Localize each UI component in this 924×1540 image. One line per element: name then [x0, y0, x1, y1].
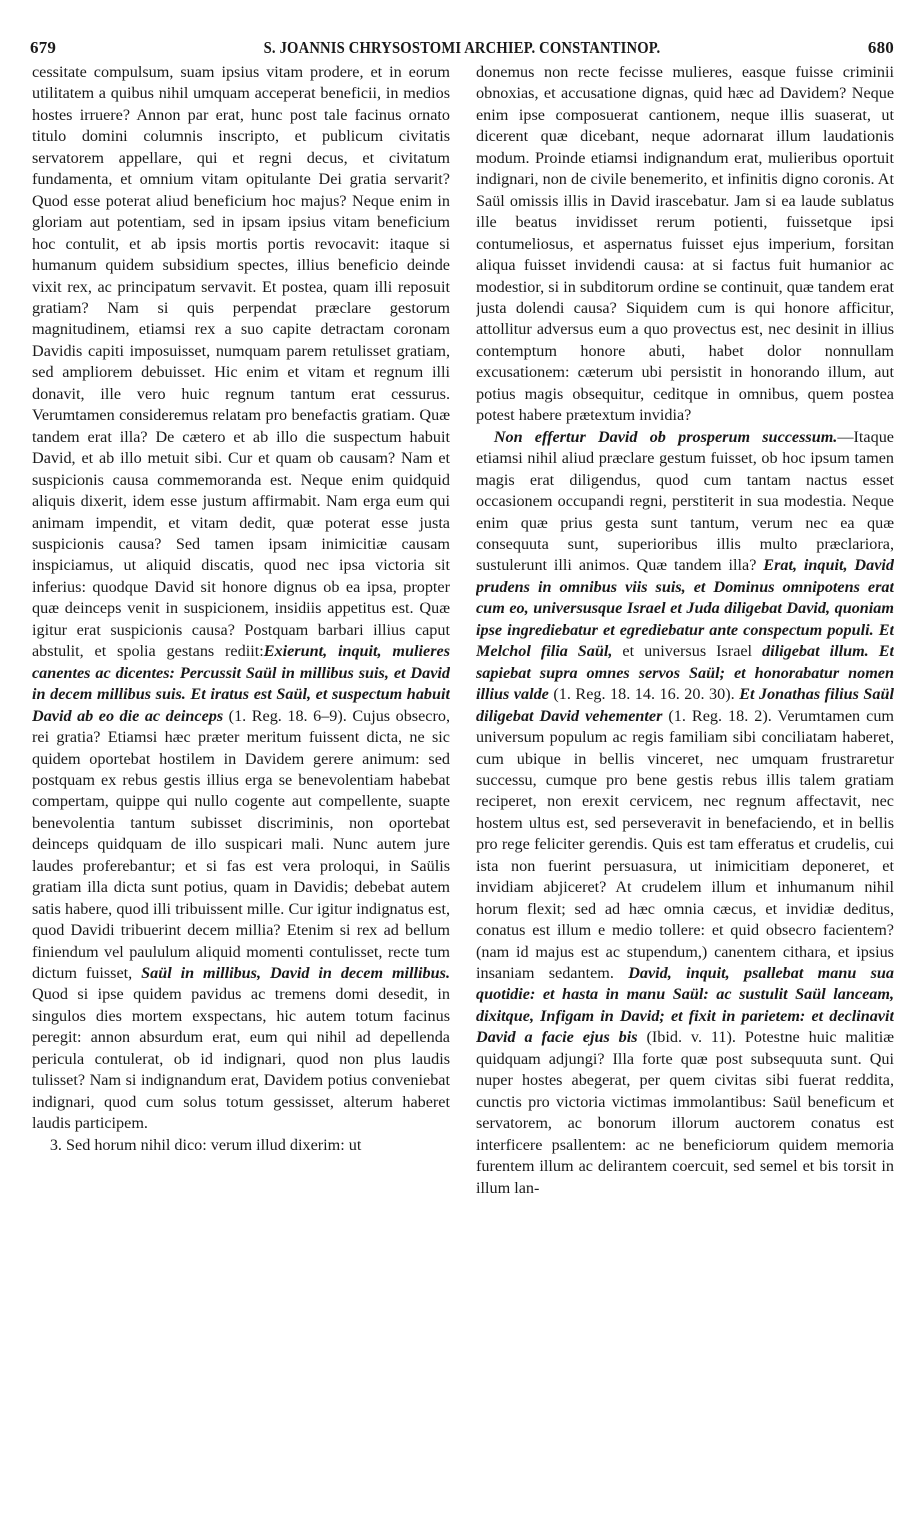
right-column — [476, 62, 894, 1522]
text-run: cessitate compulsum, suam ipsius vitam prodere, et in eorum utilitatem a quibus nihil umquam acceperat beneficii, in medios hostes irruere? Annon par erat, hunc post tale facinus ornato titulo domini columnis inscripto, et publicum civitatis servatorem appellare, qui et regni decus, et civitatum fundamenta, et omnium vitam opitulante Dei gratia servarit? Quod esse poterat aliud beneficium hoc majus? Neque enim in gloriam aut potentiam, sed in ipsam ipsius vitam beneficium hoc contulit, et ab ipsis mortis portis revocavit: itaque si humanum quidem subsidium spectes, illius beneficio deinde vixit rex, ac principatum servavit. Et postea, quam illi reposuit gratiam? Nam si quis perpendat præclare gestorum magnitudinem, etiamsi rex a suo capite detractam coronam Davidis capiti imposuisset, numquam parem retulisset gratiam, sed ampliorem debuisset. Hic enim et vitam et regnum illi donavit, ille vero huic regnum tantum erat cessurus. Verumtamen consideremus relatam pro benefactis gratiam. Quæ tandem erat illa? De cætero et ab illo die suspectum habuit David, et ab illo metuit sibi. Cur et quam ob causam? Nam et suspicionis causa commemoranda est. Neque enim quidquid aliquis dixerit, idem esse justum affirmabit. Nam erga eum qui animam impendit, et vitam dedit, quæ poterat esse justa suspicionis causa? Sed tamen ipsam inimicitiæ causam inspiciamus, ut aliquid discatis, quod nec ipsa victoria sit inferius: quodque David sit honore dignus ob ea ipsa, propter quæ deinceps venit in suspicionem, insidiis appetitus est. Quæ igitur erat suspicionis causa? Postquam barbari illius caput abstulit, et spolia gestans rediit: — [32, 63, 450, 661]
scripture-quote: David, inquit, psallebat manu sua quotidie: et hasta in manu Saül: ac sustulit Saül lanceam, dixitque, Infigam in David; et fixit in parietem: et declinavit David a facie ejus bis — [476, 964, 894, 1047]
running-title: S. JOANNIS CHRYSOSTOMI ARCHIEP. CONSTANTINOP. — [263, 38, 661, 57]
paragraph: donemus non recte fecisse mulieres, easque fuisse criminii obnoxias, et accusatione dignas, quid hæc ad Davidem? Neque enim ipse composuerat cantionem, neque illis suaserat, ut dicerent quæ dicebant, neque adornarat illum laudationis modum. Proinde etiamsi indignandum erat, mulieribus oportuit indignari, non de civile benemerito, et infinitis digno coronis. At Saül omissis illis in David irascebatur. Jam si ea laude sublatus ille beatus invidisset rerum potienti, fuissetque ipsi contumeliosus, et aspernatus fuisset ejus imperium, forsitan aliqua fuisset invidendi causa: at si factus fuit humanior ac modestior, si in subditorum ordine se continuit, quæ tandem erat justa dolendi causa? Siquidem cum is qui honore afficitur, attollitur adversus eum a quo provectus est, nec desinit in illius contemptum honore abuti, habet dolor nonnullam excusationem: cæterum ubi persistit in honorando illum, aut potius magis obsequitur, ceditque in omnibus, quem postea potest habere prætextum invidia? — [476, 63, 894, 425]
page-number-right: 680 — [867, 38, 894, 57]
page-number-left: 679 — [30, 38, 57, 57]
paragraph: 3. Sed horum nihil dico: verum illud dixerim: ut — [49, 1135, 362, 1154]
text-run: (1. Reg. 18. 2). Verumtamen cum universum populum ac regis familiam sibi conciliatam haberet, cum ubique in bellis vinceret, nec umquam frustraretur successu, cumque pro bene gestis rebus illis talem gratiam reciperet, non erexit cervicem, nec regnum affectavit, nec hostem ultus est, sed perseveravit in benefaciendo, et in bellis pro rege feliciter gerendis. Quis est tam efferatus et crudelis, cui ista non fuerint persuasura, ut inimicitiam deponeret, et invidiam abjiceret? At crudelem illum et inhumanum nihil horum flexit; sed ad hæc omnia cæcus, et invidiæ deditus, conatus est illum e medio tollere: et quid obsecro facientem? (nam id majus est ac stupendum,) canentem cithara, et ipsius insaniam sedantem. — [476, 706, 894, 983]
text-run: (Ibid. v. 11). Potestne huic malitiæ quidquam adjungi? Illa forte quæ post subsequuta sunt. Qui nuper hostes abegerat, per quem civitas sibi fuerat reddita, cunctis pro victoria victimas immolantibus: Saül beneficum et servatorem, ac bonorum illorum auctorem conatus est interficere psallentem: ac ne beneficiorum quidem memoria furentem illum ac delirantem coercuit, sed semel et bis torsit in illum lan- — [476, 1028, 894, 1197]
scripture-quote: Erat, inquit, David prudens in omnibus viis suis, et Dominus omnipotens erat cum eo, universusque Israel et Juda diligebat David, quoniam ipse ingrediebatur et egrediebatur ante conspectum populi. Et Melchol filia Saül, — [476, 556, 894, 661]
left-column — [32, 62, 450, 1522]
section-heading: Non effertur David ob prosperum successum. — [493, 427, 838, 446]
paragraph — [476, 427, 894, 1199]
text-run: —Itaque etiamsi nihil aliud præclare gestum fuisset, ob hoc ipsum tamen magis erat diligendus, quod cum tantam nactus esset occasionem occupandi regni, perstiterit in sua modestia. Neque enim quæ prius gesta sunt tantum, verum nec ea quæ consequuta sunt, superioribus illis multo præclariora, sustulerunt illi animos. Quæ tandem illa? — [476, 427, 894, 575]
text-run: Quod si ipse quidem pavidus ac tremens domi desedit, in singulos dies mortem exspectans, hic autem totum facinus peregit: annon absurdum erat, eum qui nihil ad depellenda pericula contulerat, ob id indignari, quod non plus laudis tulisset? Nam si indignandum erat, Davidem potius conveniebat indignari, quod cum solus totum gessisset, alterum haberet laudis participem. — [32, 985, 450, 1133]
scripture-quote: Et Jonathas filius Saül diligebat David vehementer — [476, 685, 894, 725]
text-run: (1. Reg. 18. 14. 16. 20. 30). — [548, 685, 740, 704]
paragraph — [32, 62, 450, 1135]
text-run: (1. Reg. 18. 6–9). Cujus obsecro, rei gratia? Etiamsi hæc præter meritum fuissent dicta, ne sic quidem oportebat hostilem in Davidem gerere animum: sed postquam ex rebus gestis illius erga se benevolentiam habebat compertam, quippe qui nullo cogente aut compellente, suapte benevolentia tantum subisset discriminis, non oportebat deinceps quidquam de illo suspicari mali. Nunc autem jure laudes proferebantur; et si fas est vera proloqui, in Saülis gratiam illa dicta sunt potius, quam in Davidis; debebat autem satis habere, quod illi tribuissent mille. Cur igitur indignatus est, quod Davidi tribuerint decem millia? Etenim si rex ad bellum finiendum vel paululum aliquid momenti contulisset, recte tum dictum fuisset, — [32, 706, 450, 983]
text-run: et universus Israel — [612, 642, 763, 661]
scripture-quote: diligebat illum. Et sapiebat supra omnes servos Saül; et honorabatur nomen illius valde — [476, 642, 894, 704]
page-header — [30, 34, 894, 60]
scripture-quote: Exierunt, inquit, mulieres canentes ac dicentes: Percussit Saül in millibus suis, et David in decem millibus suis. Et iratus est Saül, et suspectum habuit David ab eo die ac deinceps — [32, 642, 450, 725]
scripture-quote: Saül in millibus, David in decem millibus. — [141, 964, 450, 983]
